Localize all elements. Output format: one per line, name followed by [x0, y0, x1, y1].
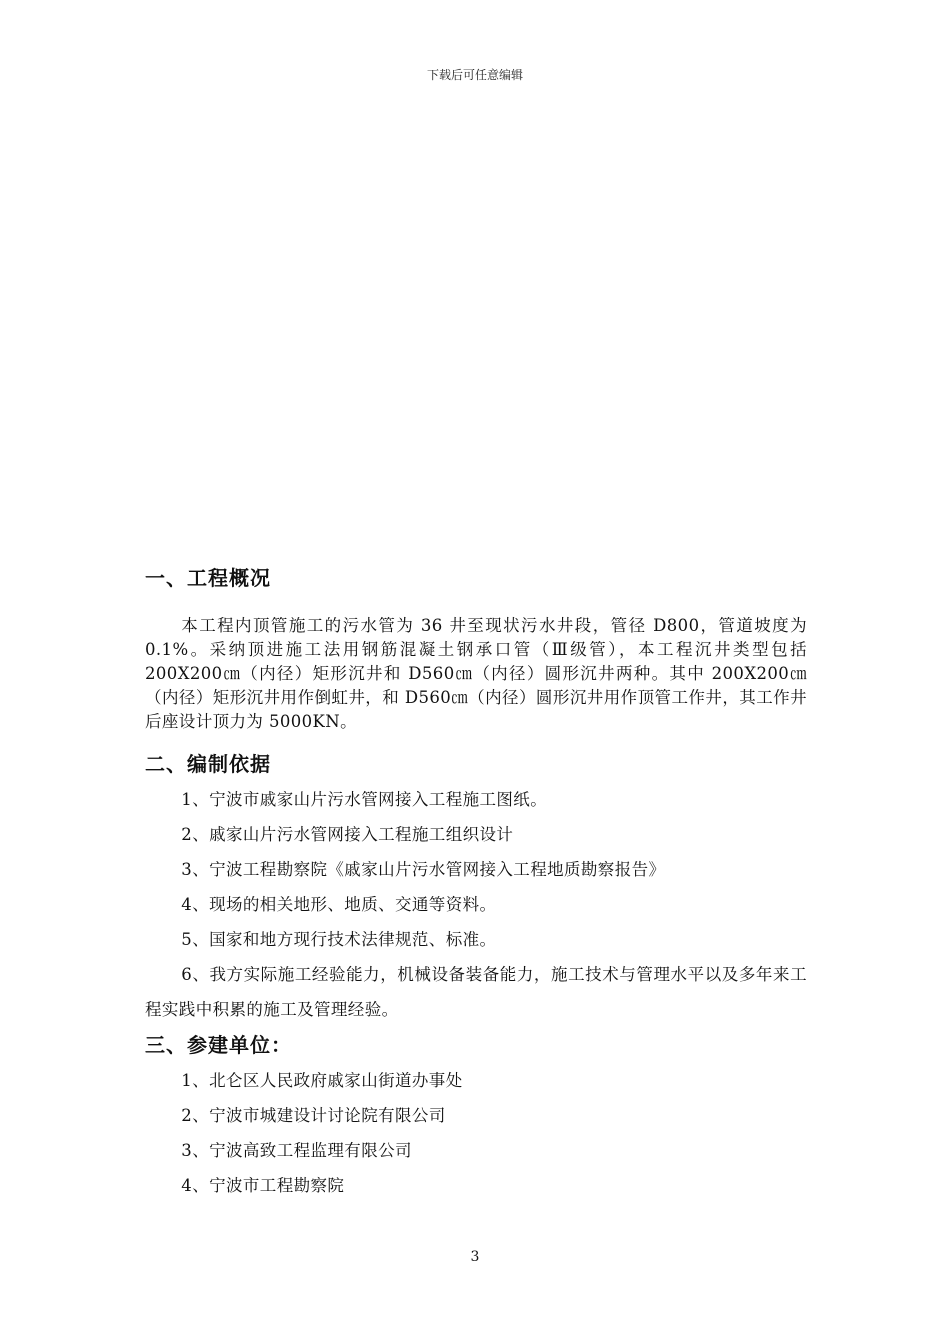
unit-item-3: 3、宁波高致工程监理有限公司 — [181, 1141, 412, 1160]
basis-item-4: 4、现场的相关地形、地质、交通等资料。 — [181, 895, 497, 914]
header-note: 下载后可任意编辑 — [426, 68, 523, 82]
document-body — [145, 560, 807, 1203]
unit-item-1: 1、北仑区人民政府戚家山街道办事处 — [181, 1071, 463, 1090]
basis-item-2: 2、戚家山片污水管网接入工程施工组织设计 — [181, 825, 514, 844]
section-title-overview: 一、工程概况 — [145, 566, 271, 590]
overview-paragraph: 本工程内顶管施工的污水管为 36 井至现状污水井段，管径 D800，管道坡度为 0.1%。采纳顶进施工法用钢筋混凝土钢承口管（Ⅲ级管），本工程沉井类型包括 200X200㎝（内径）矩形沉井和 D560㎝（内径）圆形沉井两种。其中 200X200㎝（内径）矩形沉井用作倒虹井，和 D560㎝（内径）圆形沉井用作顶管工作井，其工作井后座设计顶力为 5000KN。 — [145, 616, 807, 731]
basis-item-3: 3、宁波工程勘察院《戚家山片污水管网接入工程地质勘察报告》 — [181, 860, 666, 879]
page-number: 3 — [470, 1249, 480, 1265]
section-title-basis: 二、编制依据 — [145, 752, 271, 776]
basis-item-1: 1、宁波市戚家山片污水管网接入工程施工图纸。 — [181, 790, 548, 809]
basis-item-6: 6、我方实际施工经验能力，机械设备装备能力，施工技术与管理水平以及多年来工程实践中积累的施工及管理经验。 — [145, 965, 807, 1019]
unit-item-2: 2、宁波市城建设计讨论院有限公司 — [181, 1106, 446, 1125]
section-title-units: 三、参建单位： — [145, 1033, 292, 1057]
basis-item-5: 5、国家和地方现行技术法律规范、标准。 — [181, 930, 497, 949]
unit-item-4: 4、宁波市工程勘察院 — [181, 1176, 345, 1195]
